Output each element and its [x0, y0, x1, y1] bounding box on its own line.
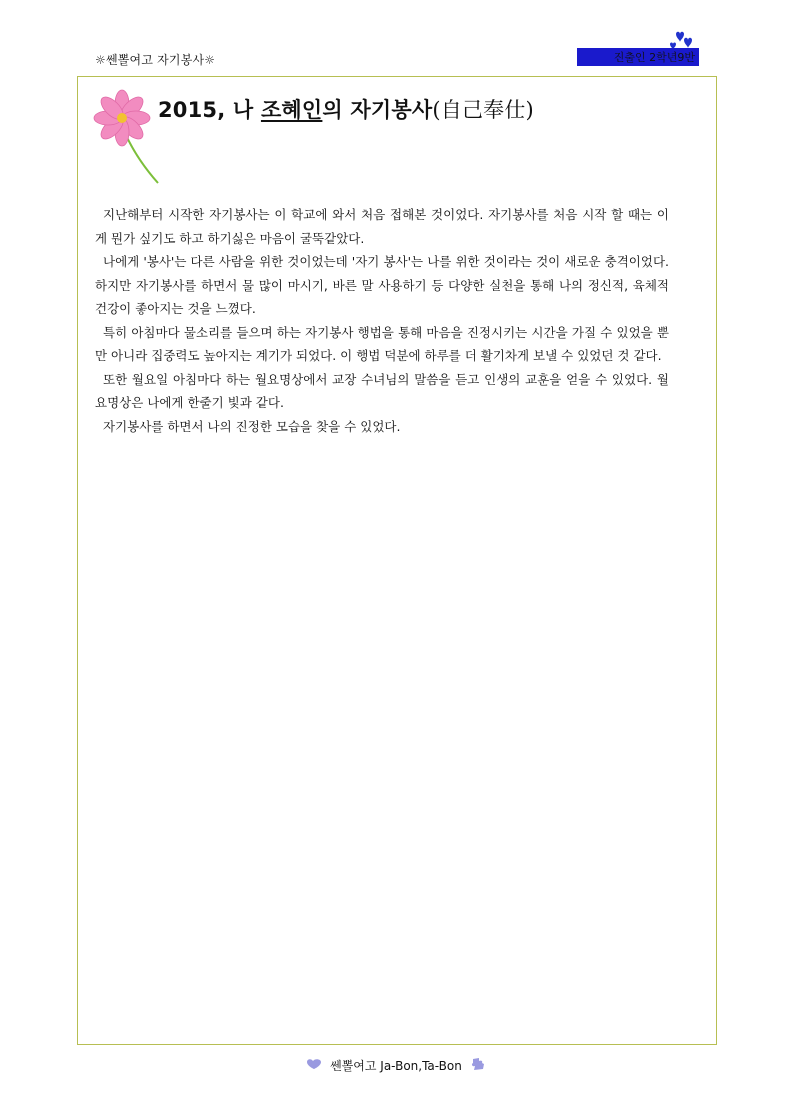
title-hanja: (自己奉仕)	[432, 98, 534, 122]
class-badge: 진출인 2학년9반	[577, 48, 699, 66]
title-suffix: 의 자기봉사	[322, 98, 433, 122]
paragraph: 나에게 '봉사'는 다른 사람을 위한 것이었는데 '자기 봉사'는 나를 위한 것이라는 것이 새로운 충격이었다. 하지만 자기봉사를 하면서 물 많이 마시기, 바른 말 사용하기 등 다양한 실천을 통해 나의 정신적, 육체적 건강이 좋아지는 것을 느꼈다.	[95, 254, 669, 316]
essay-body	[95, 203, 669, 438]
footer	[0, 1057, 792, 1074]
paragraph: 자기봉사를 하면서 나의 진정한 모습을 찾을 수 있었다.	[103, 418, 401, 434]
page-title	[158, 94, 534, 124]
heart-icon	[306, 1058, 322, 1073]
title-name: 조혜인	[260, 98, 323, 122]
cosmos-flower-icon	[88, 86, 162, 190]
paragraph: 특히 아침마다 물소리를 들으며 하는 자기봉사 행법을 통해 마음을 진정시키는 시간을 가질 수 있었을 뿐만 아니라 집중력도 높아지는 계기가 되었다. 이 행법 덕분에 하루를 더 활기차게 보낼 수 있었던 것 같다.	[95, 324, 669, 363]
footer-text: 쎈뽈여고 Ja-Bon,Ta-Bon	[330, 1059, 462, 1073]
title-prefix: 2015, 나	[158, 98, 261, 122]
paragraph: 지난해부터 시작한 자기봉사는 이 학교에 와서 처음 접해본 것이었다. 자기봉사를 처음 시작 할 때는 이게 뭔가 싶기도 하고 하기싫은 마음이 굴뚝같았다.	[95, 207, 669, 246]
paragraph: 또한 월요일 아침마다 하는 월요명상에서 교장 수녀님의 말씀을 듣고 인생의 교훈을 얻을 수 있었다. 월요명상은 나에게 한줄기 빛과 같다.	[95, 371, 669, 410]
header-left-text: ☼쎈뽈여고 자기봉사☼	[95, 53, 216, 67]
puzzle-heart-icon	[470, 1057, 486, 1074]
